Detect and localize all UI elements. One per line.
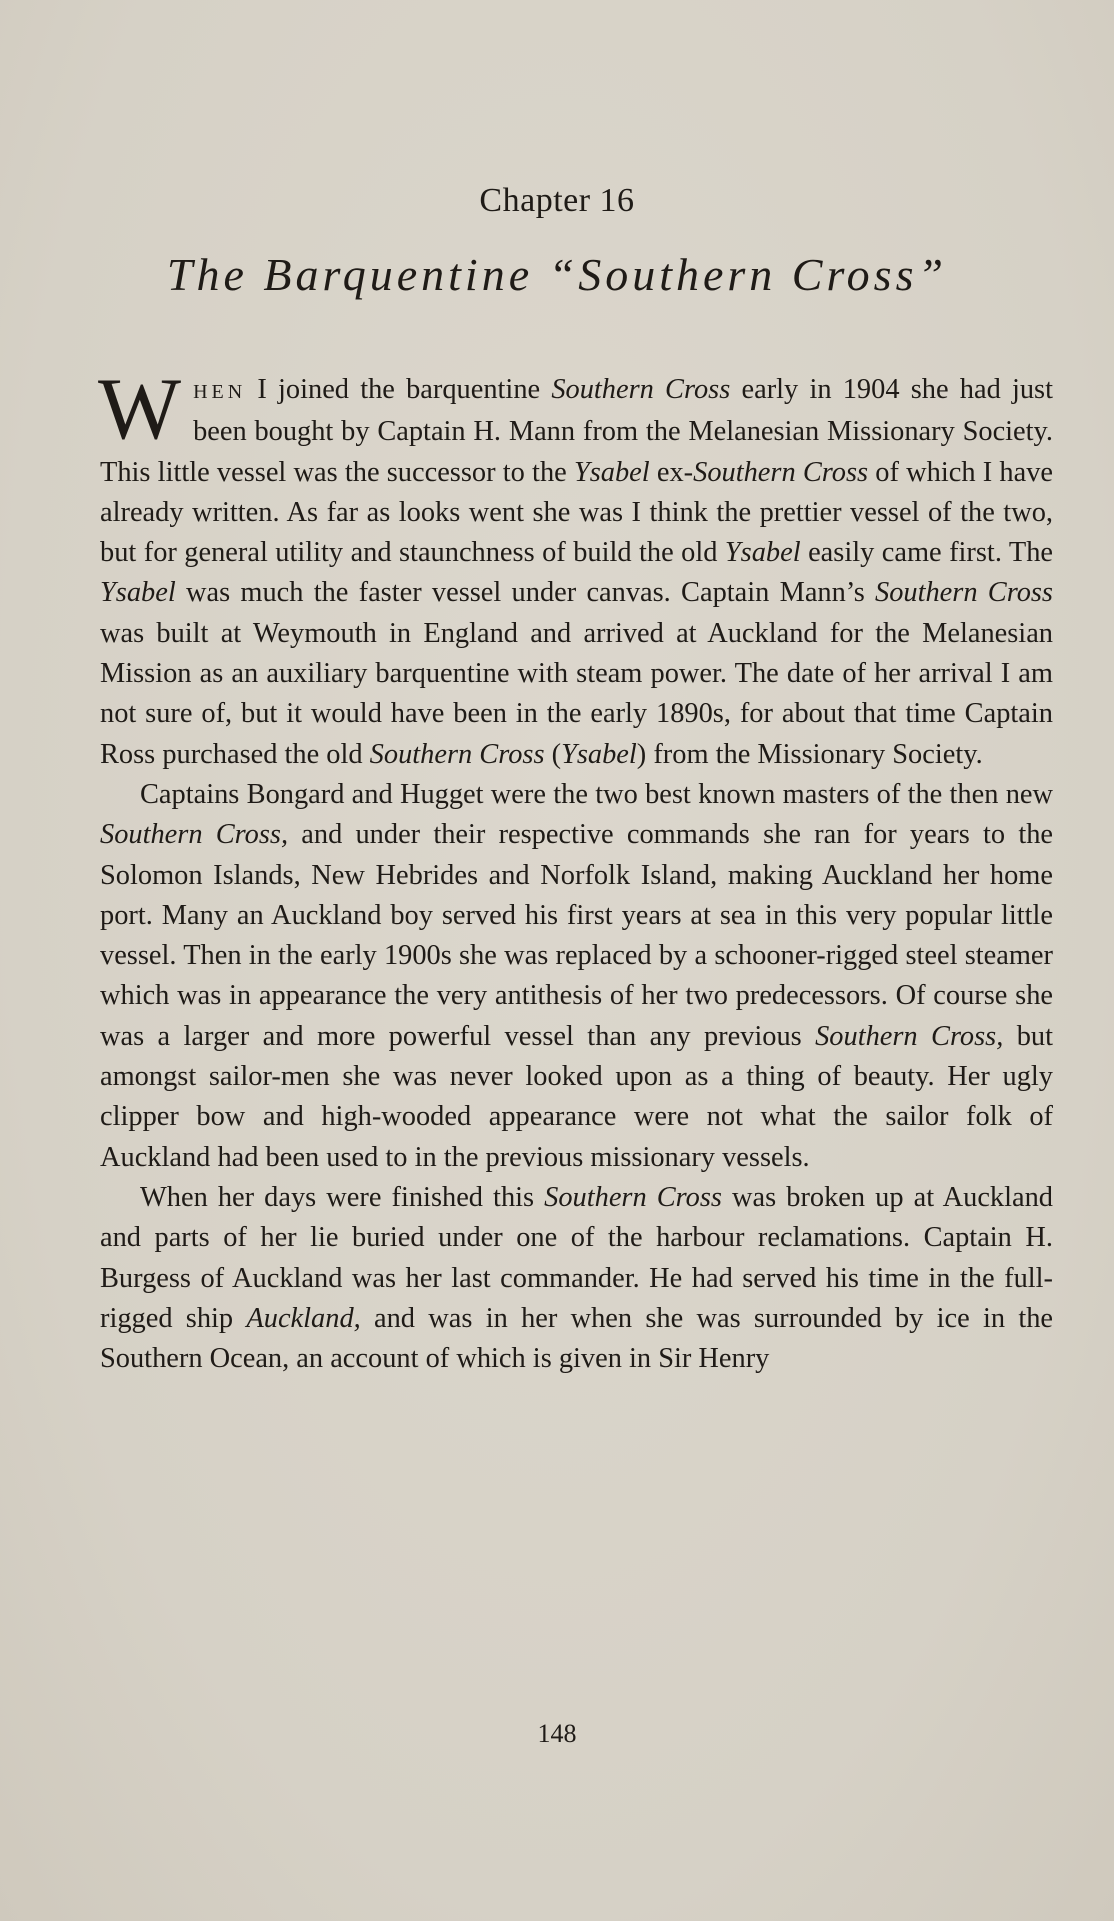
italic-text: Ysabel (100, 577, 176, 609)
text-run: was broken up at Auckland and parts of her lie buried under one of the harbour reclamations. Captain H. Burgess of Auckland was her last commander. He had served his time in the full-rigged ship (100, 1181, 1053, 1334)
body-text (98, 361, 1054, 1379)
text-run: of which I have already written. As far as looks went she was I think the prettier vessel of the two, but for general utility and staunchness of build the old (100, 456, 1053, 569)
page-number: 148 (537, 1719, 577, 1748)
text-run: was built at Weymouth in England and arrived at Auckland for the Melanesian Mission as an auxiliary barquentine with steam power. The date of her arrival I am not sure of, but it would have been in the early 1890s, for about that time Captain Ross purchased the old (100, 617, 1053, 770)
text-run: early in 1904 she had just been bought by Captain H. Mann from the Melanesian Missionary Society. This little vessel was the successor to the (100, 374, 1053, 488)
chapter-label: Chapter 16 (479, 182, 635, 219)
italic-text: Ysabel (561, 738, 637, 770)
italic-text: Southern Cross, (100, 819, 289, 851)
italic-text: Southern Cross (544, 1181, 722, 1213)
italic-text: Southern Cross, (815, 1020, 1004, 1052)
italic-text: Ysabel (573, 456, 650, 488)
paragraph-3 (100, 1178, 1053, 1379)
chapter-title: The Barquentine “Southern Cross” (166, 249, 948, 300)
text-run: ( (544, 738, 562, 770)
text-run: easily came first. The (800, 537, 1053, 569)
italic-text: Ysabel (724, 537, 801, 569)
italic-text: Southern Cross (369, 738, 545, 770)
text-run: ) from the Missionary Society. (636, 738, 983, 770)
text-run: and under their respective commands she ran for years to the Solomon Islands, New Hebrides and Norfolk Island, making Auckland her home port. Many an Auckland boy served his first years at sea in this very popular little vessel. Then in the early 1900s she was replaced by a schooner-rigged steel steamer which was in appearance the very antithesis of her two predecessors. Of course she was a larger and more powerful vessel than any previous (100, 819, 1054, 1052)
italic-text: Southern Cross (551, 374, 731, 405)
text-run: was much the faster vessel under canvas. Captain Mann’s (175, 577, 875, 609)
drop-cap: W (98, 361, 182, 458)
text-run: and was in her when she was surrounded by ice in the Southern Ocean, an account of which is given in Sir Henry (100, 1302, 1053, 1375)
text-run: I joined the barquentine (246, 374, 552, 405)
paragraph-1 (98, 361, 1053, 775)
paragraph-2 (100, 775, 1053, 1178)
text-run: Captains Bongard and Hugget were the two best known masters of the then new (140, 778, 1053, 810)
text-run: but amongst sailor-men she was never looked upon as a thing of beauty. Her ugly clipper bow and high-wooded appearance were not what the sailor folk of Auckland had been used to in the previous missionary vessels. (100, 1020, 1053, 1173)
italic-text: Southern Cross (875, 577, 1053, 609)
text-run: ex- (649, 456, 694, 488)
small-caps-text: HEN (193, 381, 247, 403)
italic-text: Auckland, (246, 1302, 361, 1334)
text-run: When her days were finished this (140, 1181, 545, 1213)
italic-text: Southern Cross (693, 456, 869, 488)
